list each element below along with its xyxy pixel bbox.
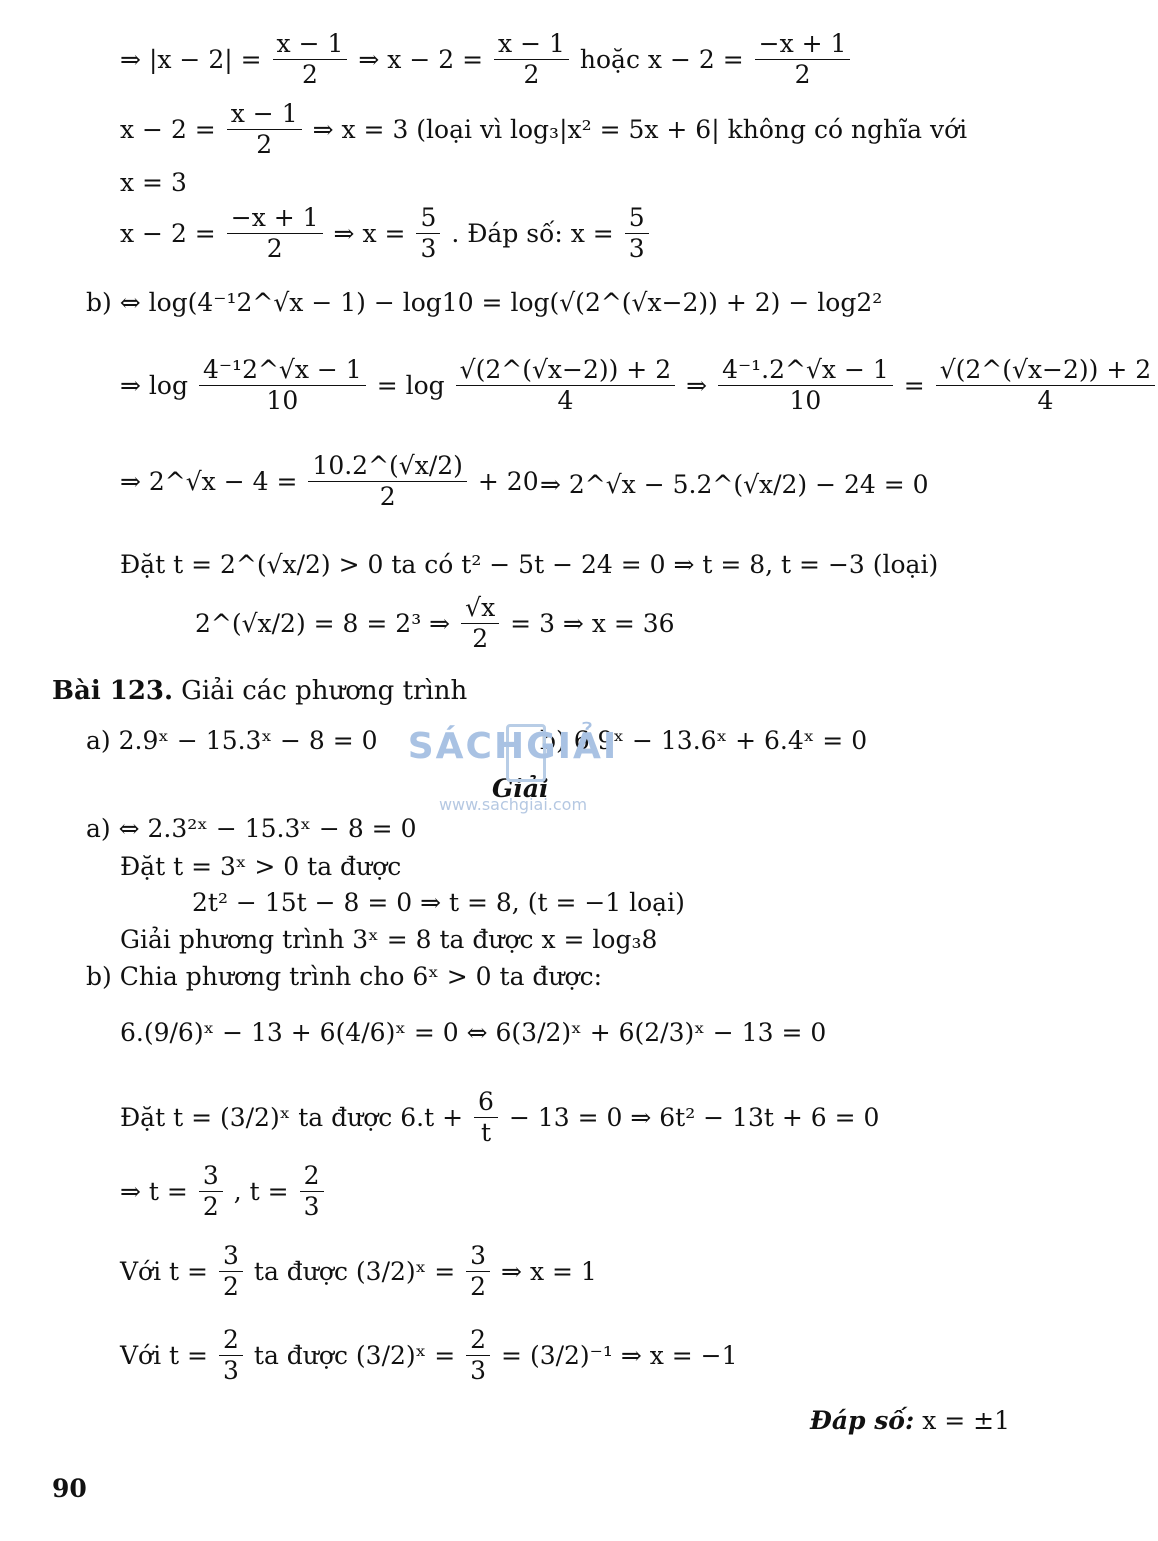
math-line [120,356,1158,416]
fraction-denominator: 3 [223,1355,239,1385]
fraction [755,30,851,90]
fraction-denominator: t [480,1117,492,1147]
fraction-denominator: 2 [202,1191,219,1221]
fraction [219,1326,243,1386]
fraction-denominator: 2 [256,129,273,159]
math-line [120,1088,879,1148]
fraction-numerator: √(2^(√x−2)) + 2 [456,356,675,386]
fraction-denominator: 3 [470,1355,487,1385]
fraction-denominator: 10 [789,385,822,415]
text-run: + 20 [477,467,539,497]
fraction [456,356,675,416]
fraction-denominator: 10 [266,385,299,415]
text-run: 6.(9/6)ˣ − 13 + 6(4/6)ˣ = 0 ⇔ 6(3/2)ˣ + 6(2/3)ˣ − 13 = 0 [120,1018,827,1047]
fraction [466,1242,490,1302]
text-run: , t = [233,1177,289,1207]
text-run: Giải các phương trình [181,676,468,706]
text-run: = 3 ⇒ x = 36 [510,609,675,639]
text-run: ⇒ 2^√x − 5.2^(√x/2) − 24 = 0 [540,470,929,499]
fraction-numerator: x − 1 [227,100,302,130]
math-line [120,852,401,881]
fraction [227,204,323,264]
fraction-numerator: 3 [219,1242,243,1272]
text-run: = (3/2)⁻¹ ⇒ x = −1 [501,1341,738,1371]
exercise-title [52,676,467,706]
math-line [120,550,938,579]
fraction-denominator: 2 [266,233,283,263]
fraction-denominator: 2 [470,1271,487,1301]
fraction [466,1326,490,1386]
text-run: Đặt t = 3ˣ > 0 ta được [120,852,402,881]
fraction-numerator: √x [461,594,499,624]
fraction-numerator: −x + 1 [227,204,323,234]
text-run: = log [376,371,445,401]
page-number: 90 [52,1474,87,1503]
fraction-numerator: 6 [474,1088,498,1118]
fraction-denominator: 2 [523,59,540,89]
math-line [86,814,416,843]
fraction [936,356,1155,416]
text-run: Đáp số: [810,1406,915,1435]
text-run: ⇒ x = [333,219,406,249]
fraction-numerator: 2 [466,1326,490,1356]
text-run: |x − 2| = [148,45,262,75]
fraction [461,594,499,654]
fraction-numerator: 4⁻¹.2^√x − 1 [718,356,893,386]
text-run: Giải phương trình 3ˣ = 8 ta được x = log₃8 [120,925,658,954]
fraction-denominator: 2 [794,59,811,89]
text-run: a) 2.9ˣ − 15.3ˣ − 8 = 0 [86,726,378,755]
text-run: ta được (3/2)ˣ = [253,1341,456,1371]
text-run: = [903,371,925,401]
fraction-numerator: 3 [466,1242,490,1272]
watermark-brand: SÁCHGIẢI [407,726,619,767]
text-run: ⇒ log [120,371,188,401]
text-run: hoặc x − 2 = [579,45,744,75]
text-run: ta được (3/2)ˣ = [253,1257,456,1287]
math-line [120,452,539,512]
fraction-denominator: 2 [223,1271,239,1301]
text-run: . Đáp số: x = [451,219,614,249]
fraction-numerator: 5 [416,204,440,234]
fraction [227,100,302,160]
text-run: ⇒ 2^√x − 4 = [120,467,298,497]
fraction [273,30,348,90]
math-line [195,594,675,654]
math-line [120,1018,826,1047]
solution-heading [492,774,549,803]
fraction-numerator: 4⁻¹2^√x − 1 [199,356,366,386]
math-line [120,1242,597,1302]
text-run: ⇒ x = 3 (loại vì log₃|x² = 5x + 6| không có nghĩa với [312,115,968,145]
fraction [474,1088,498,1148]
math-line [86,288,882,317]
text-run: b) 6.9ˣ − 13.6ˣ + 6.4ˣ = 0 [540,726,868,755]
text-run: ⇒ x − 2 = [358,45,484,75]
fraction-numerator: −x + 1 [755,30,851,60]
text-run: x − 2 = [120,219,216,249]
fraction [416,204,440,264]
text-run: b) ⇔ log(4⁻¹2^√x − 1) − log10 = log(√(2^(√x−2)) + 2) − log2² [86,288,883,317]
fraction-numerator: 3 [199,1162,223,1192]
text-run: 2t² − 15t − 8 = 0 ⇒ t = 8, (t = −1 loại) [192,888,685,917]
text-run: x − 2 = [120,115,216,145]
math-line [120,168,187,197]
fraction-denominator: 2 [472,623,489,653]
fraction [199,1162,223,1222]
text-run: Giải [492,774,549,803]
fraction [300,1162,324,1222]
text-run: Đặt t = (3/2)ˣ ta được 6.t + [120,1103,464,1133]
math-line [120,1326,738,1386]
text-run: x = ±1 [922,1406,1011,1435]
math-line [86,726,378,755]
text-run: Với t = [120,1257,208,1287]
watermark-url: www.sachgiai.com [438,795,588,814]
fraction [308,452,466,512]
fraction-numerator: 5 [625,204,649,234]
text-run: ⇒ t = [120,1177,188,1207]
text-run: x = 3 [120,168,187,197]
fraction-denominator: 3 [420,233,437,263]
text-run: Với t = [120,1341,208,1371]
text-run: ⇒ [686,371,708,401]
fraction-denominator: 2 [302,59,318,89]
fraction-denominator: 2 [379,481,396,511]
fraction-denominator: 3 [303,1191,320,1221]
fraction-numerator: 2 [219,1326,243,1356]
text-run: Đặt t = 2^(√x/2) > 0 ta có t² − 5t − 24 = 0 ⇒ t = 8, t = −3 (loại) [120,550,939,579]
fraction [625,204,649,264]
fraction [494,30,569,90]
fraction-denominator: 3 [628,233,645,263]
text-run: ⇒ [120,45,141,75]
fraction-numerator: x − 1 [494,30,569,60]
math-line [120,204,652,264]
fraction-numerator: x − 1 [273,30,348,60]
text-run: a) ⇔ 2.3²ˣ − 15.3ˣ − 8 = 0 [86,814,417,843]
fraction-denominator: 4 [1037,385,1054,415]
math-line [120,30,853,90]
fraction-denominator: 4 [557,385,574,415]
fraction [219,1242,243,1302]
text-run: 2^(√x/2) = 8 = 2³ ⇒ [195,609,451,639]
fraction-numerator: √(2^(√x−2)) + 2 [936,356,1155,386]
fraction [718,356,893,416]
answer-line [810,1406,1010,1435]
math-line [120,1162,327,1222]
text-run: Bài 123. [52,676,174,706]
math-line [540,726,867,755]
fraction-numerator: 2 [300,1162,324,1192]
math-line [540,470,929,499]
math-line [120,925,657,954]
text-run: ⇒ x = 1 [501,1257,597,1287]
text-run: b) Chia phương trình cho 6ˣ > 0 ta được: [86,962,603,991]
text-run: − 13 = 0 ⇒ 6t² − 13t + 6 = 0 [508,1103,880,1133]
fraction-numerator: 10.2^(√x/2) [308,452,466,482]
math-line [86,962,602,991]
fraction [199,356,366,416]
math-line [192,888,685,917]
math-line [120,100,967,160]
